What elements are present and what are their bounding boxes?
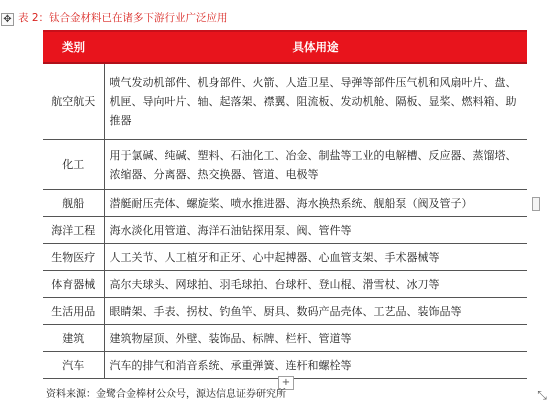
table-resize-icon[interactable]: ⤡	[537, 388, 547, 402]
row-category: 生物医疗	[43, 244, 104, 271]
table-row	[43, 190, 527, 217]
row-category: 生活用品	[43, 298, 104, 325]
row-use: 用于氯碱、纯碱、塑料、石油化工、冶金、制盐等工业的电解槽、反应器、蒸馏塔、浓缩器、分离器、热交换器、管道、电极等	[104, 140, 527, 190]
table-row	[43, 217, 527, 244]
row-use: 潜艇耐压壳体、螺旋桨、喷水推进器、海水换热系统、舰船泵（阀及管子）	[104, 190, 527, 217]
table-caption: 表 2：钛合金材料已在诸多下游行业广泛应用	[18, 12, 228, 24]
source-note: 资料来源：金鹭合金棒材公众号，源达信息证券研究所	[46, 389, 286, 400]
table-header-row	[43, 31, 527, 63]
application-table-container	[43, 30, 527, 379]
table-row	[43, 63, 527, 140]
row-use: 汽车的排气和消音系统、承重弹簧、连杆和螺栓等	[104, 352, 527, 379]
table-row	[43, 271, 527, 298]
row-category: 体育器械	[43, 271, 104, 298]
table-row	[43, 298, 527, 325]
table-row	[43, 140, 527, 190]
header-use: 具体用途	[104, 31, 527, 63]
application-table	[43, 30, 527, 379]
row-use: 建筑物屋顶、外壁、装饰品、标牌、栏杆、管道等	[104, 325, 527, 352]
header-category: 类别	[43, 31, 104, 63]
add-row-icon[interactable]: +	[278, 376, 294, 390]
column-resize-handle[interactable]	[532, 197, 540, 211]
table-row	[43, 352, 527, 379]
row-category: 航空航天	[43, 63, 104, 140]
row-use: 喷气发动机部件、机身部件、火箭、人造卫星、导弹等部件压气机和风扇叶片、盘、机匣、导向叶片、轴、起落架、襟翼、阻流板、发动机舱、隔板、显桨、燃料箱、助推器	[104, 63, 527, 140]
row-use: 人工关节、人工植牙和正牙、心中起搏器、心血管支架、手术器械等	[104, 244, 527, 271]
row-use: 眼睛架、手表、拐杖、钓鱼竿、厨具、数码产品壳体、工艺品、装饰品等	[104, 298, 527, 325]
row-category: 舰船	[43, 190, 104, 217]
table-row	[43, 244, 527, 271]
row-use: 海水淡化用管道、海洋石油钻探用泵、阀、管件等	[104, 217, 527, 244]
row-category: 汽车	[43, 352, 104, 379]
row-category: 化工	[43, 140, 104, 190]
row-category: 建筑	[43, 325, 104, 352]
table-row	[43, 325, 527, 352]
table-move-icon[interactable]: ✥	[1, 13, 14, 26]
row-use: 高尔夫球头、网球拍、羽毛球拍、台球杆、登山棍、滑雪杖、冰刀等	[104, 271, 527, 298]
row-category: 海洋工程	[43, 217, 104, 244]
